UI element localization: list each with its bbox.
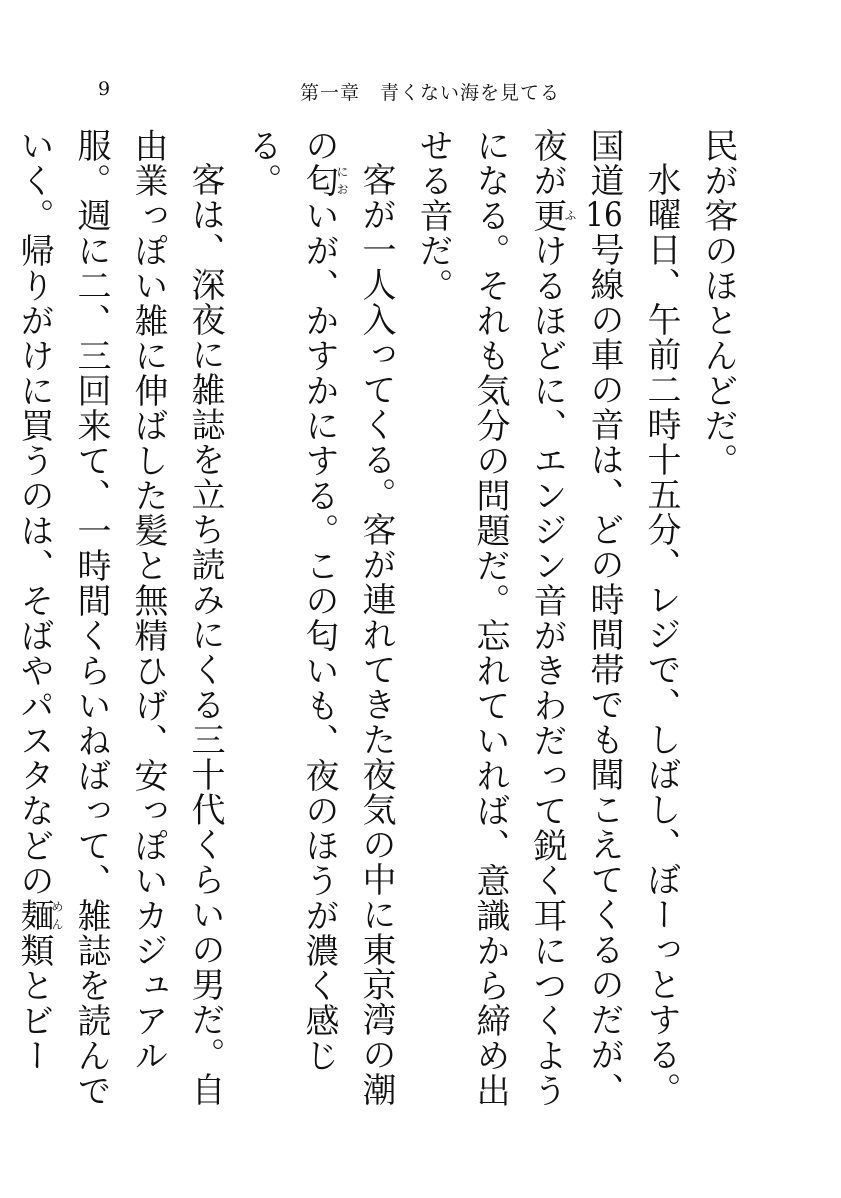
paragraph-text: 民が客のほとんどだ。 (698, 128, 738, 478)
page-header (0, 78, 841, 108)
ruby-nio: にお (335, 163, 349, 198)
ruby-fu: ふ (563, 198, 577, 233)
paragraph-text: 水曜日、午前二時十五分、レジで、しばし、ぼーっとする。国道16号線の車の音は、どの時間帯でも聞こえてくるのだが、夜が更ふけるほどに、エンジン音がきわだって鋭く耳につくようになる。それも気分の問題だ。忘れていれば、意識から締め出せる音だ。 (413, 128, 681, 1108)
paragraph-text: 客が一人入ってくる。客が連れてきた夜気の中に東京湾の潮の匂においが、かすかにする。この匂いも、夜のほうが濃く感じる。 (242, 128, 396, 1107)
paragraph-2 (404, 128, 689, 1138)
paragraph-4 (0, 128, 233, 1138)
paragraph-1 (689, 128, 746, 1138)
running-chapter-title: 第一章 青くない海を見てる (300, 82, 561, 104)
paragraph-text: 客は、深夜に雑誌を立ち読みにくる三十代くらいの男だ。自由業っぽい雑に伸ばした髪と無精ひげ、安っぽいカジュアル服。週に二、三回来て、一時間くらいねばって、雑誌を読んでいく。帰りがけに買うのは、そばやパスタなどの麺めん類とビー (14, 128, 225, 1108)
ruby-men: めん (50, 898, 64, 933)
vertical-body-text (14, 128, 746, 1138)
page-number: 9 (98, 78, 111, 100)
paragraph-3 (233, 128, 404, 1138)
